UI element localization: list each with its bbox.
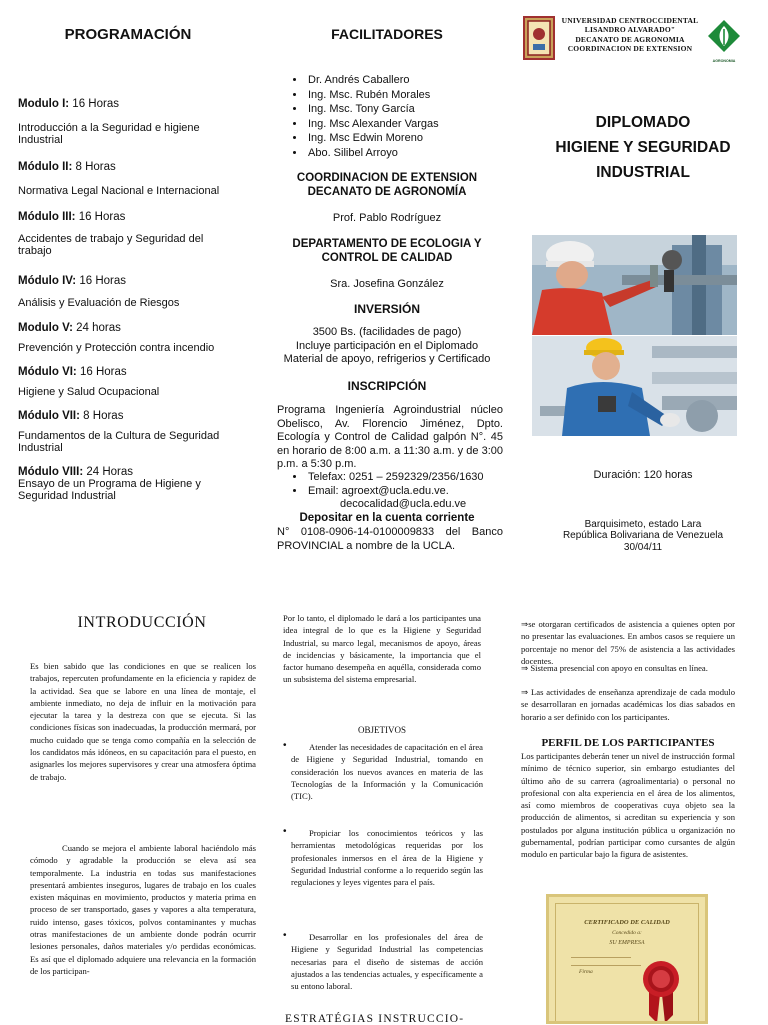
bullet-icon: • [283, 930, 287, 941]
perfil-text: Los participantes deberán tener un nivel de instrucción formal mínimo de técnico superior, sin embargo estudiantes del último año de su carrera (agroalimentaria) o personal no profesional con alta experiencia en el área de los alimentos, así como miembros de cooperativas cuya objeto sea la producción de alimentos, si acreditan su experiencia y son postulados por alguna institución pública u organización no gubernamental, podrían participar como cursantes de algún modulo en particular bajo la figura de asistentes. [521, 751, 735, 860]
module-label: Módulo IV: [18, 275, 77, 287]
duracion-text: Duración: 120 horas [593, 469, 693, 481]
module-item [18, 466, 238, 502]
departamento-heading [276, 237, 498, 265]
module-desc: Ensayo de un Programa de Higiene y Seguridad Industrial [18, 478, 201, 502]
module-hours: 16 Horas [78, 211, 126, 223]
estrategias-title: ESTRATÉGIAS INSTRUCCIO- [285, 1013, 465, 1025]
university-line: LISANDRO ALVARADO" [584, 25, 676, 35]
module-hours: 16 Horas [79, 275, 127, 287]
certificate-title: CERTIFICADO DE CALIDAD [584, 919, 670, 926]
departamento-person: Sra. Josefina González [330, 278, 444, 290]
diplomado-title-line: INDUSTRIAL [596, 164, 690, 181]
module-hours: 8 Horas [75, 161, 116, 173]
university-header [556, 16, 704, 54]
deposit-title: Depositar en la cuenta corriente [299, 512, 475, 524]
intro-paragraph-1: Es bien sabido que las condiciones en que se realicen los trabajos, repercuten profundamente en la eficiencia y rapidez de la actividad. Sea que se labore en una línea de montaje, el ambiente inmediato, no deja de influir en la motivación para ejecutar la tarea y la destreza con que se ejecuta. Si las condiciones físicas son inadecuadas, la producción mermará, por mucho cuidado que se tenga como compañía en la selección de los candidatos más idóneos, en su capacitación para el puesto, en asignarles los mejores supervisores y crear una atmosfera óptima de trabajo. [30, 661, 256, 782]
university-line: DECANATO DE AGRONOMIA [575, 34, 685, 44]
seal-icon [639, 957, 683, 1023]
module-desc: Normativa Legal Nacional e Internacional [18, 185, 220, 197]
objetivo-item [283, 827, 483, 888]
module-label: Módulo II: [18, 161, 73, 173]
module-desc: Introducción a la Seguridad e higiene Industrial [18, 122, 200, 146]
module-label: Módulo VI: [18, 366, 77, 378]
module-hours: 24 horas [76, 322, 121, 334]
shield-icon [525, 18, 553, 58]
introduccion-title: INTRODUCCIÓN [77, 614, 207, 631]
ucla-logo [523, 16, 555, 60]
deposit-text: N° 0108-0906-14-0100009833 del Banco PROVINCIAL a nombre de la UCLA. [277, 526, 503, 552]
module-item [18, 211, 238, 257]
departamento-title-line: CONTROL DE CALIDAD [321, 252, 453, 264]
module-item [18, 98, 238, 146]
middle-paragraph: Por lo tanto, el diplomado le dará a los participantes una idea integral de lo que es la Higiene y Seguridad Industrial, su marco legal, mecanismos de apoyo, áreas de incidencias y básicamente, la importancia que el factor humano desempeña en aquélla, considerada como un subsistema del sistema empresarial. [283, 613, 481, 685]
inscripcion-text: Programa Ingeniería Agroindustrial núcleo Obelisco, Av. Florencio Jiménez, Dpto. Ecología y Control de Calidad galpón N°. 45 en horario de 8:00 a.m. a 11:30 a.m. y de 3:00 p.m. a 5:30 p.m. [277, 404, 503, 470]
bullet-icon: • [283, 826, 287, 837]
module-label: Módulo VIII: [18, 466, 84, 478]
university-line: COORDINACION DE EXTENSION [567, 44, 693, 54]
facilitator-item: • Dr. Andrés Caballero [306, 73, 516, 88]
email-item: • Email: agroext@ucla.edu.ve. [306, 485, 520, 499]
diplomado-title-line: DIPLOMADO [595, 114, 691, 131]
coordinacion-heading [276, 171, 498, 199]
module-label: Modulo I: [18, 98, 70, 110]
module-desc: Accidentes de trabajo y Seguridad del trabajo [18, 233, 204, 257]
coordinacion-title-line: DECANATO DE AGRONOMÍA [307, 186, 467, 198]
objetivo-text: Propiciar los conocimientos teóricos y las herramientas metodológicas requeridas por los profesionales inmersos en el área de la Higiene y Seguridad Industrial conforme a lo requerido según las regulaciones y leyes vigentes para el país. [291, 828, 483, 888]
certificate-subtitle: Concedido a: [612, 930, 642, 936]
agronomia-logo-text: AGRONOMIA [712, 59, 736, 63]
inversion-line: Incluye participación en el Diplomado [295, 339, 479, 352]
facilitator-item: • Ing. Msc. Rubén Morales [306, 88, 516, 103]
module-hours: 16 Horas [79, 366, 127, 378]
objetivo-text: Desarrollar en los profesionales del área de Higiene y Seguridad Industrial las competencias necesarias para el diseño de sistemas de acción ajustados a las tendencias actuales, y específicamente a su entono laboral. [291, 932, 483, 992]
objetivo-item [283, 931, 483, 992]
agronomia-logo [706, 18, 742, 62]
module-desc: Prevención y Protección contra incendio [18, 342, 215, 354]
certificate-firma: Firma [579, 969, 593, 975]
module-desc: Análisis y Evaluación de Riesgos [18, 297, 180, 309]
worker-photo-bottom [532, 336, 737, 436]
inversion-details [276, 326, 498, 367]
perfil-title: PERFIL DE LOS PARTICIPANTES [541, 737, 715, 749]
module-item [18, 161, 238, 197]
inversion-title: INVERSIÓN [353, 302, 420, 316]
inscripcion-title: INSCRIPCIÓN [347, 379, 427, 393]
telefax-item: • Telefax: 0251 – 2592329/2356/1630 [306, 471, 520, 485]
module-item [18, 275, 238, 309]
module-item [18, 322, 238, 354]
facilitator-item: • Ing. Msc Alexander Vargas [306, 117, 516, 132]
coordinacion-person: Prof. Pablo Rodríguez [332, 212, 442, 224]
location-date: 30/04/11 [623, 541, 663, 553]
module-label: Módulo III: [18, 211, 76, 223]
module-item [18, 410, 238, 454]
module-desc: Fundamentos de la Cultura de Seguridad Industrial [18, 430, 220, 454]
worker-photo-top [532, 235, 737, 335]
module-hours: 16 Horas [72, 98, 119, 110]
right-paragraph-3: ⇒ Las actividades de enseñanza aprendizaje de cada modulo se desarrollaran en jornadas académicas los dias sabados en horario a ser definido con los participantes. [521, 687, 735, 722]
right-paragraph-1: ⇒se otorgaran certificados de asistencia a quienes opten por no presentar las evaluaciones. En ambos casos se requiere un porcentaje no menor del 75% de asistencia a las actividades docentes. [521, 619, 735, 666]
intro-paragraph-2: Cuando se mejora el ambiente laboral haciéndolo más cómodo y agradable la producción se eleva así sea temporalmente. La industria en todas sus manifestaciones presentará ambientes inseguros, lugares de trabajo en los cuales existen máquinas en movimiento, productos y materia prima en proceso de ser transportado, gases y vapores a alta temperatura, ruido intenso, gases tóxicos, polvos contaminantes y muchas otras manifestaciones de un ambiente donde podrán ocurrir lesiones personales, daños materiales y/o perdidas económicas. Es así que el diplomado adquiere una relevancia en la formación de los participan- [30, 843, 256, 976]
facilitator-item: • Ing. Msc. Tony García [306, 102, 516, 117]
diplomado-title [520, 110, 766, 185]
facilitator-item: • Abo. Silibel Arroyo [306, 146, 516, 161]
location-line: Barquisimeto, estado Lara [584, 519, 702, 530]
module-label: Módulo VII: [18, 410, 80, 422]
certificate-company: SU EMPRESA [609, 940, 645, 946]
module-hours: 24 Horas [86, 466, 134, 478]
objetivos-title: OBJETIVOS [357, 725, 406, 735]
coordinacion-title-line: COORDINACION DE EXTENSION [296, 172, 478, 184]
module-item [18, 366, 238, 398]
university-line: UNIVERSIDAD CENTROCCIDENTAL [561, 16, 699, 25]
inversion-line: Material de apoyo, refrigerios y Certificado [283, 353, 491, 365]
diplomado-title-line: HIGIENE Y SEGURIDAD [555, 139, 731, 156]
leaf-icon [706, 18, 742, 54]
right-paragraph-2: ⇒ Sistema presencial con apoyo en consultas en línea. [521, 663, 708, 673]
facilitadores-title: FACILITADORES [331, 26, 443, 42]
module-label: Modulo V: [18, 322, 73, 334]
bullet-icon: • [283, 740, 287, 751]
departamento-title-line: DEPARTAMENTO DE ECOLOGIA Y [292, 238, 482, 250]
objetivo-text: Atender las necesidades de capacitación en el área de Higiene y Seguridad Industrial, tomando en consideración los nuevos avances en materia de las Tecnologías de la Información y la Comunicación (TIC). [291, 742, 483, 802]
programacion-title: PROGRAMACIÓN [64, 26, 192, 43]
facilitator-list [288, 73, 516, 160]
location-line: República Bolivariana de Venezuela [562, 530, 724, 542]
module-hours: 8 Horas [83, 410, 124, 422]
facilitator-item: • Ing. Msc Edwin Moreno [306, 131, 516, 146]
module-desc: Higiene y Salud Ocupacional [18, 386, 160, 398]
email-second-line: decocalidad@ucla.edu.ve [340, 498, 467, 510]
objetivo-item [283, 741, 483, 802]
certificate-image [546, 894, 708, 1024]
contact-list [288, 471, 520, 498]
location-block [520, 519, 766, 553]
inversion-line: 3500 Bs. (facilidades de pago) [312, 326, 462, 338]
